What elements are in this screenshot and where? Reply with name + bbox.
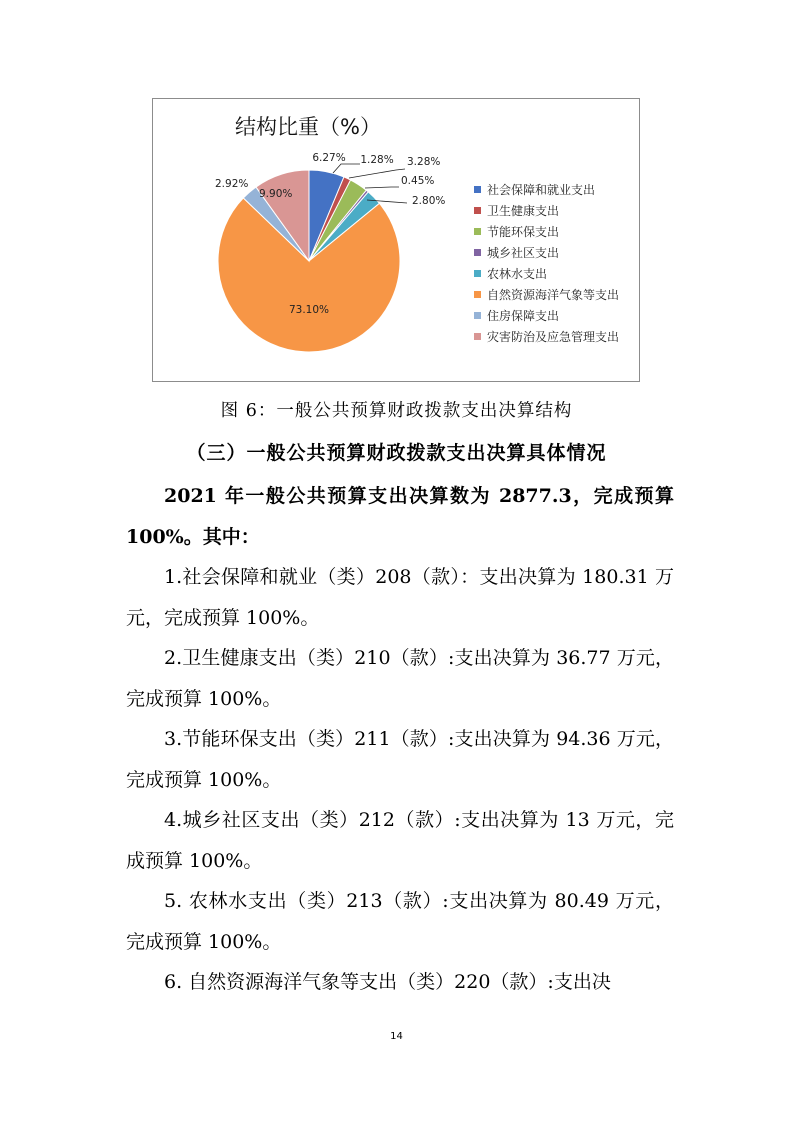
legend-label: 灾害防治及应急管理支出: [487, 330, 620, 344]
legend-label: 自然资源海洋气象等支出: [487, 288, 620, 302]
legend-item: [474, 242, 619, 263]
legend-swatch: [474, 228, 481, 235]
legend-label: 社会保障和就业支出: [487, 183, 596, 197]
data-label: 2.92%: [215, 178, 249, 190]
list-item: 2.卫生健康支出（类）210（款）:支出决算为 36.77 万元，完成预算 100%。: [126, 647, 674, 710]
legend-item: [474, 284, 619, 305]
list-item: 5. 农林水支出（类）213（款）:支出决算为 80.49 万元，完成预算 100%。: [126, 890, 674, 953]
pie-chart: [152, 98, 640, 382]
legend-item: [474, 200, 619, 221]
leader-line: [365, 187, 399, 188]
chart-legend: [474, 179, 619, 347]
leader-line: [333, 164, 360, 173]
legend-item: [474, 326, 619, 347]
legend-item: [474, 263, 619, 284]
legend-label: 节能环保支出: [487, 225, 560, 239]
legend-swatch: [474, 291, 481, 298]
legend-swatch: [474, 333, 481, 340]
legend-label: 卫生健康支出: [487, 204, 560, 218]
section-heading: （三）一般公共预算财政拨款支出决算具体情况: [186, 442, 607, 464]
leader-line: [349, 169, 405, 178]
list-item: 1.社会保障和就业（类）208（款）：支出决算为 180.31 万元，完成预算 100%。: [126, 566, 674, 629]
data-label: 6.27%: [312, 152, 346, 164]
page-number: 14: [390, 1031, 403, 1042]
legend-swatch: [474, 312, 481, 319]
legend-item: [474, 179, 619, 200]
figure-caption: 图 6：一般公共预算财政拨款支出决算结构: [220, 401, 573, 421]
chart-title: 结构比重（%）: [235, 115, 381, 139]
data-label: 0.45%: [401, 175, 435, 187]
list-item: 3.节能环保支出（类）211（款）:支出决算为 94.36 万元，完成预算 100%。: [126, 728, 674, 791]
legend-label: 农林水支出: [487, 267, 548, 281]
list-item: 6. 自然资源海洋气象等支出（类）220（款）:支出决: [164, 971, 611, 993]
list-item: 4.城乡社区支出（类）212（款）:支出决算为 13 万元，完成预算 100%。: [126, 809, 674, 872]
legend-swatch: [474, 186, 481, 193]
legend-item: [474, 221, 619, 242]
data-label: 3.28%: [407, 156, 441, 168]
intro-paragraph: 2021 年一般公共预算支出决算数为 2877.3，完成预算100%。其中：: [126, 485, 674, 548]
legend-item: [474, 305, 619, 326]
data-label: 9.90%: [259, 188, 293, 200]
legend-label: 城乡社区支出: [487, 246, 560, 260]
legend-swatch: [474, 270, 481, 277]
data-label: 73.10%: [288, 304, 330, 316]
data-label: 1.28%: [360, 154, 394, 166]
data-label: 2.80%: [412, 195, 446, 207]
legend-swatch: [474, 249, 481, 256]
legend-label: 住房保障支出: [487, 309, 560, 323]
body-text: [126, 476, 674, 1003]
legend-swatch: [474, 207, 481, 214]
